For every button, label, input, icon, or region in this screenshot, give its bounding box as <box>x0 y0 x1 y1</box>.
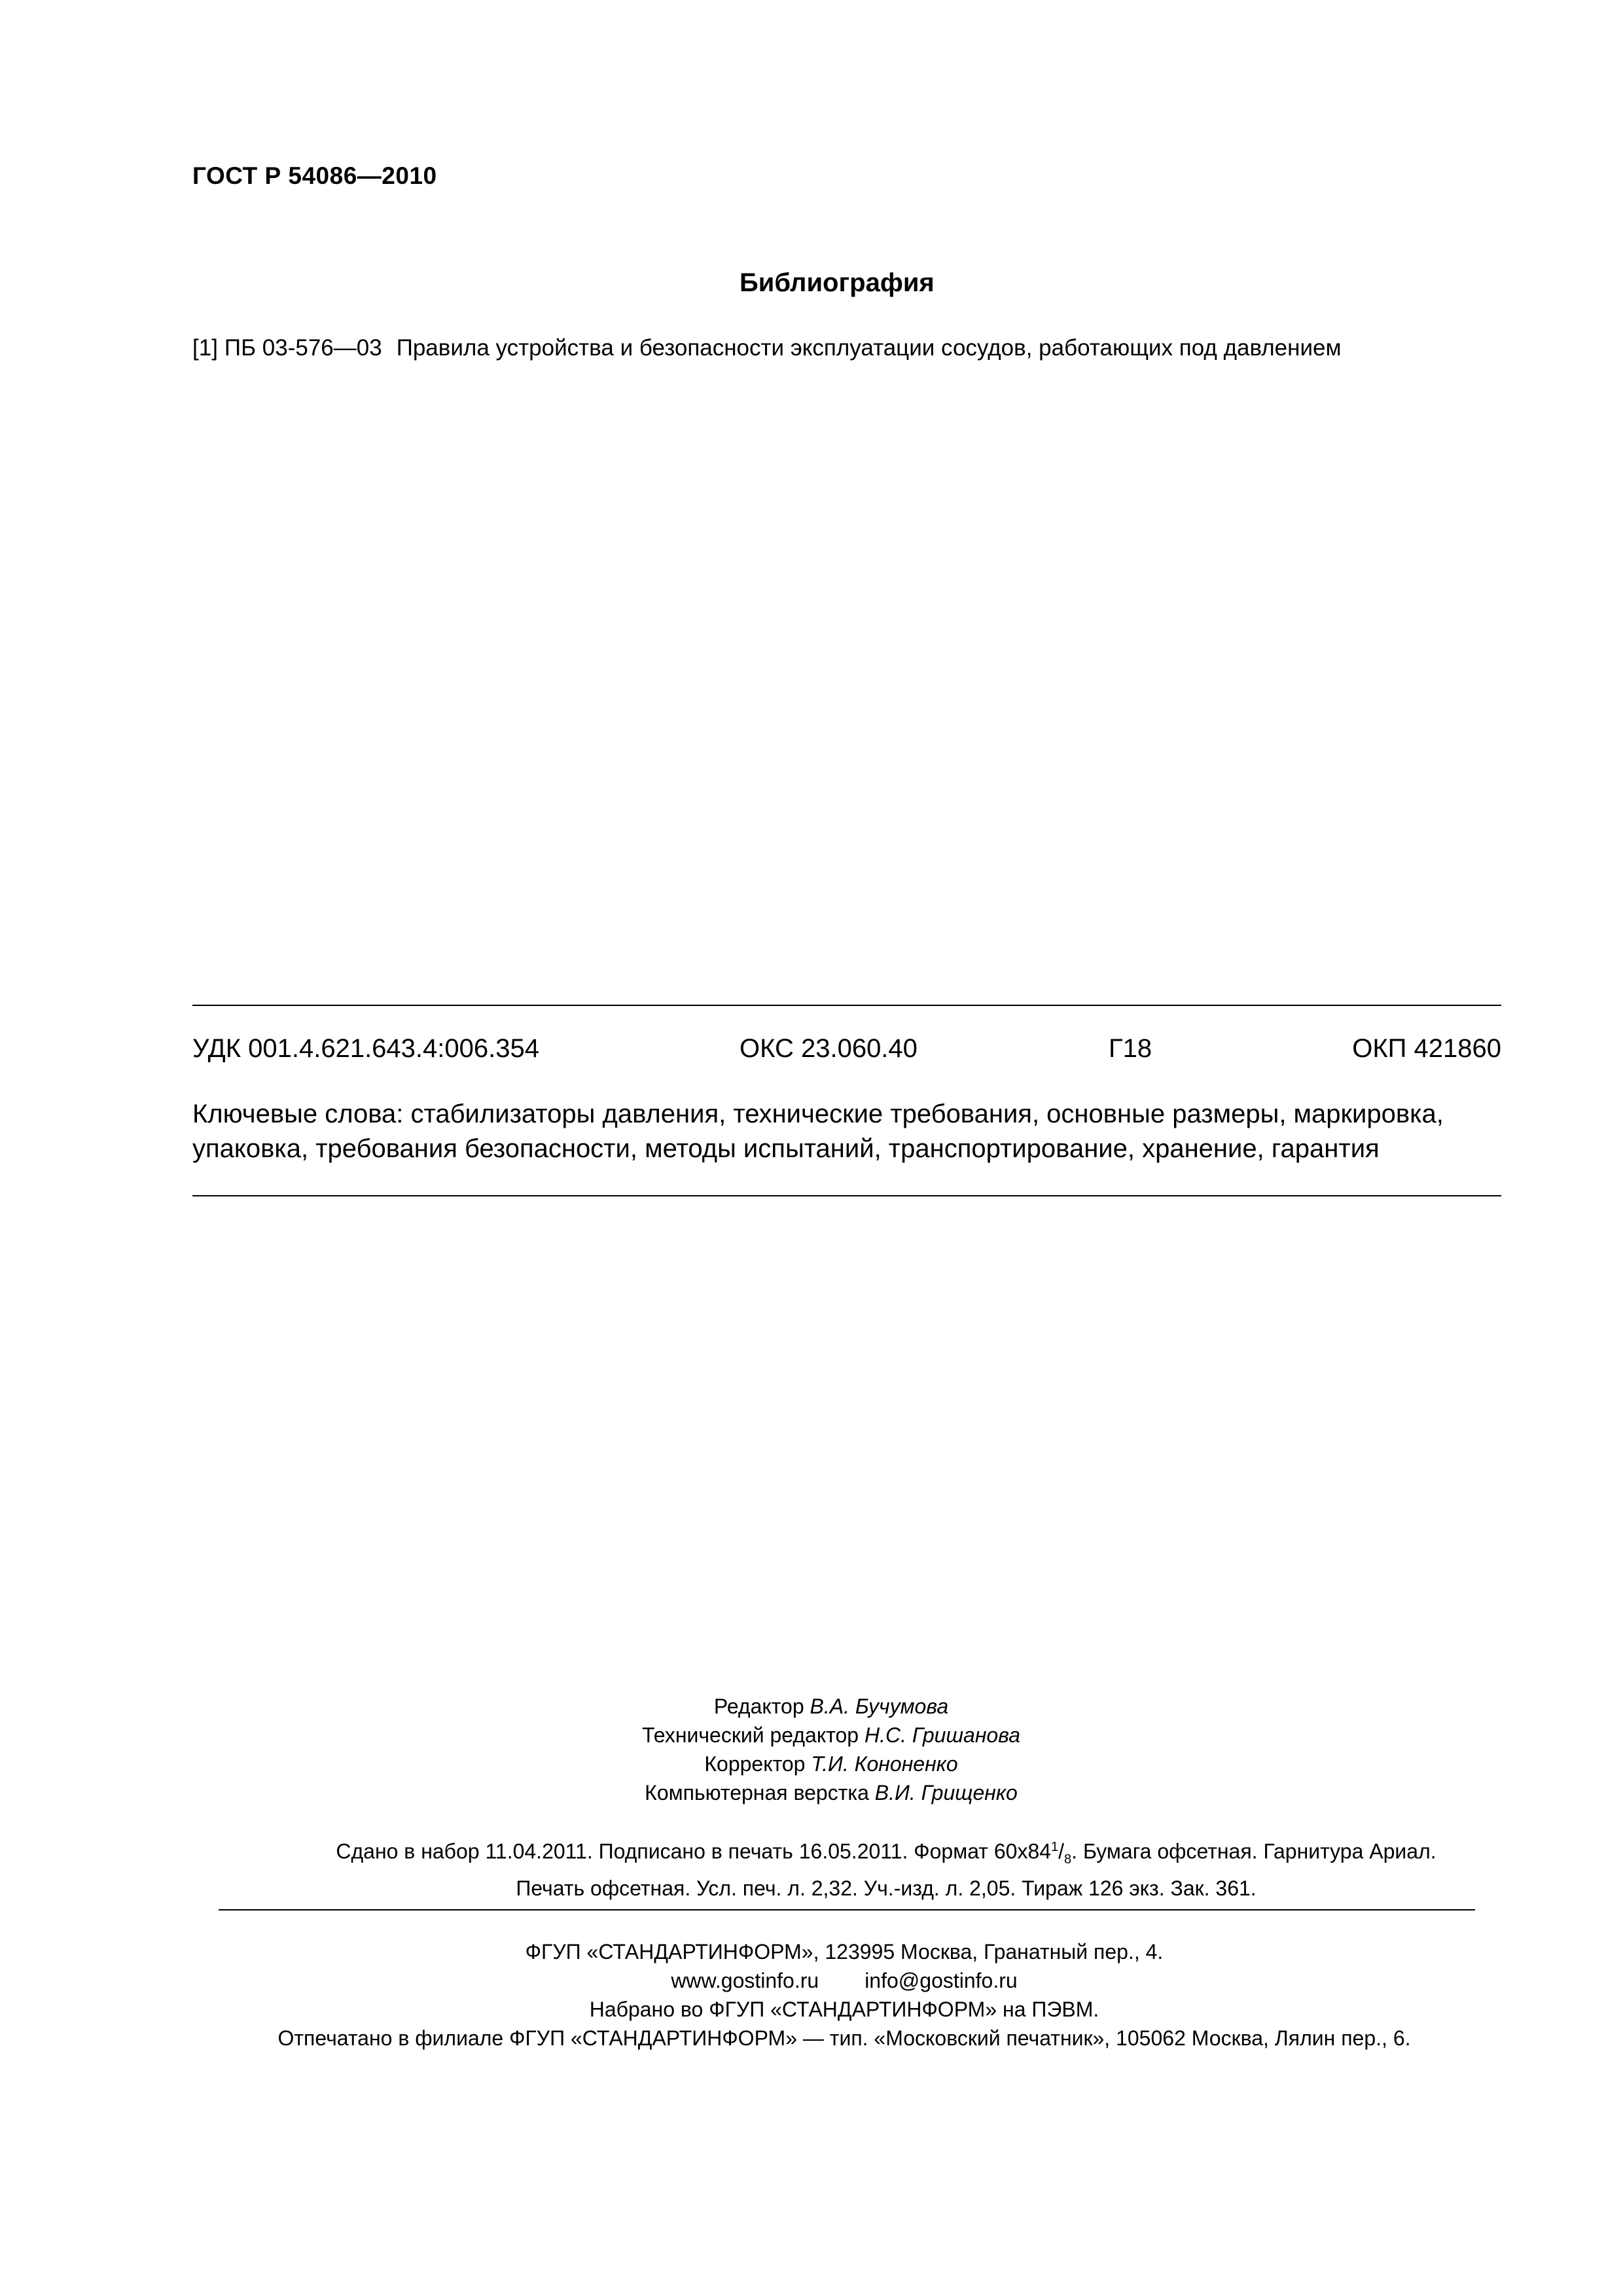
divider-top <box>192 1005 1501 1006</box>
divider-bottom <box>192 1195 1501 1196</box>
publisher-website[interactable]: www.gostinfo.ru <box>671 1969 819 1992</box>
bibliography-title: Библиография <box>740 268 935 297</box>
publisher-typeset: Набрано во ФГУП «СТАНДАРТИНФОРМ» на ПЭВМ. <box>589 1998 1099 2021</box>
credits-block <box>0 1692 1623 1807</box>
keywords-text: Ключевые слова: стабилизаторы давления, технические требования, основные размеры, маркировка, упаковка, требования безопасности, методы испытаний, транспортирование, хранение, гарантия <box>192 1100 1444 1163</box>
publisher-block <box>0 1937 1623 2053</box>
bibliography-entry-number: [1] <box>192 335 218 361</box>
format-sub: 8 <box>1064 1852 1072 1867</box>
oks-code: ОКС 23.060.40 <box>740 1034 918 1063</box>
publisher-contacts <box>0 1966 1623 1995</box>
okp-code: ОКП 421860 <box>1352 1034 1501 1063</box>
divider-imprint <box>219 1909 1475 1910</box>
publisher-email[interactable]: info@gostinfo.ru <box>865 1969 1018 1992</box>
udk-code: УДК 001.4.621.643.4:006.354 <box>192 1034 539 1063</box>
imprint-line-2: Печать офсетная. Усл. печ. л. 2,32. Уч.-изд. л. 2,05. Тираж 126 экз. Зак. 361. <box>516 1876 1257 1901</box>
publisher-printed: Отпечатано в филиале ФГУП «СТАНДАРТИНФОРМ» — тип. «Московский печатник», 105062 Москва, Лялин пер., 6. <box>277 2026 1411 2050</box>
bibliography-entry-code: ПБ 03-576—03 <box>224 335 382 361</box>
classification-row <box>192 1034 1501 1067</box>
format-sup: 1 <box>1051 1840 1059 1854</box>
bibliography-entry-title: Правила устройства и безопасности эксплуатации сосудов, работающих под давлением <box>396 335 1342 361</box>
imprint-block <box>192 1833 1580 1903</box>
credit-layout: Компьютерная верстка В.И. Грищенко <box>645 1781 1018 1804</box>
bibliography-entry <box>192 335 1342 361</box>
imprint-line-1: Сдано в набор 11.04.2011. Подписано в печать 16.05.2011. Формат $60x84^1/_8$. Бумага офсетная. Гарнитура Ариал. <box>336 1839 1436 1867</box>
credit-proofreader: Корректор Т.И. Кононенко <box>704 1752 958 1776</box>
group-code: Г18 <box>1109 1034 1152 1063</box>
publisher-address: ФГУП «СТАНДАРТИНФОРМ», 123995 Москва, Гранатный пер., 4. <box>525 1940 1164 1964</box>
credit-editor: Редактор В.А. Бучумова <box>713 1695 949 1718</box>
document-code: ГОСТ Р 54086—2010 <box>192 162 437 189</box>
credit-technical-editor: Технический редактор Н.С. Гришанова <box>641 1723 1021 1747</box>
